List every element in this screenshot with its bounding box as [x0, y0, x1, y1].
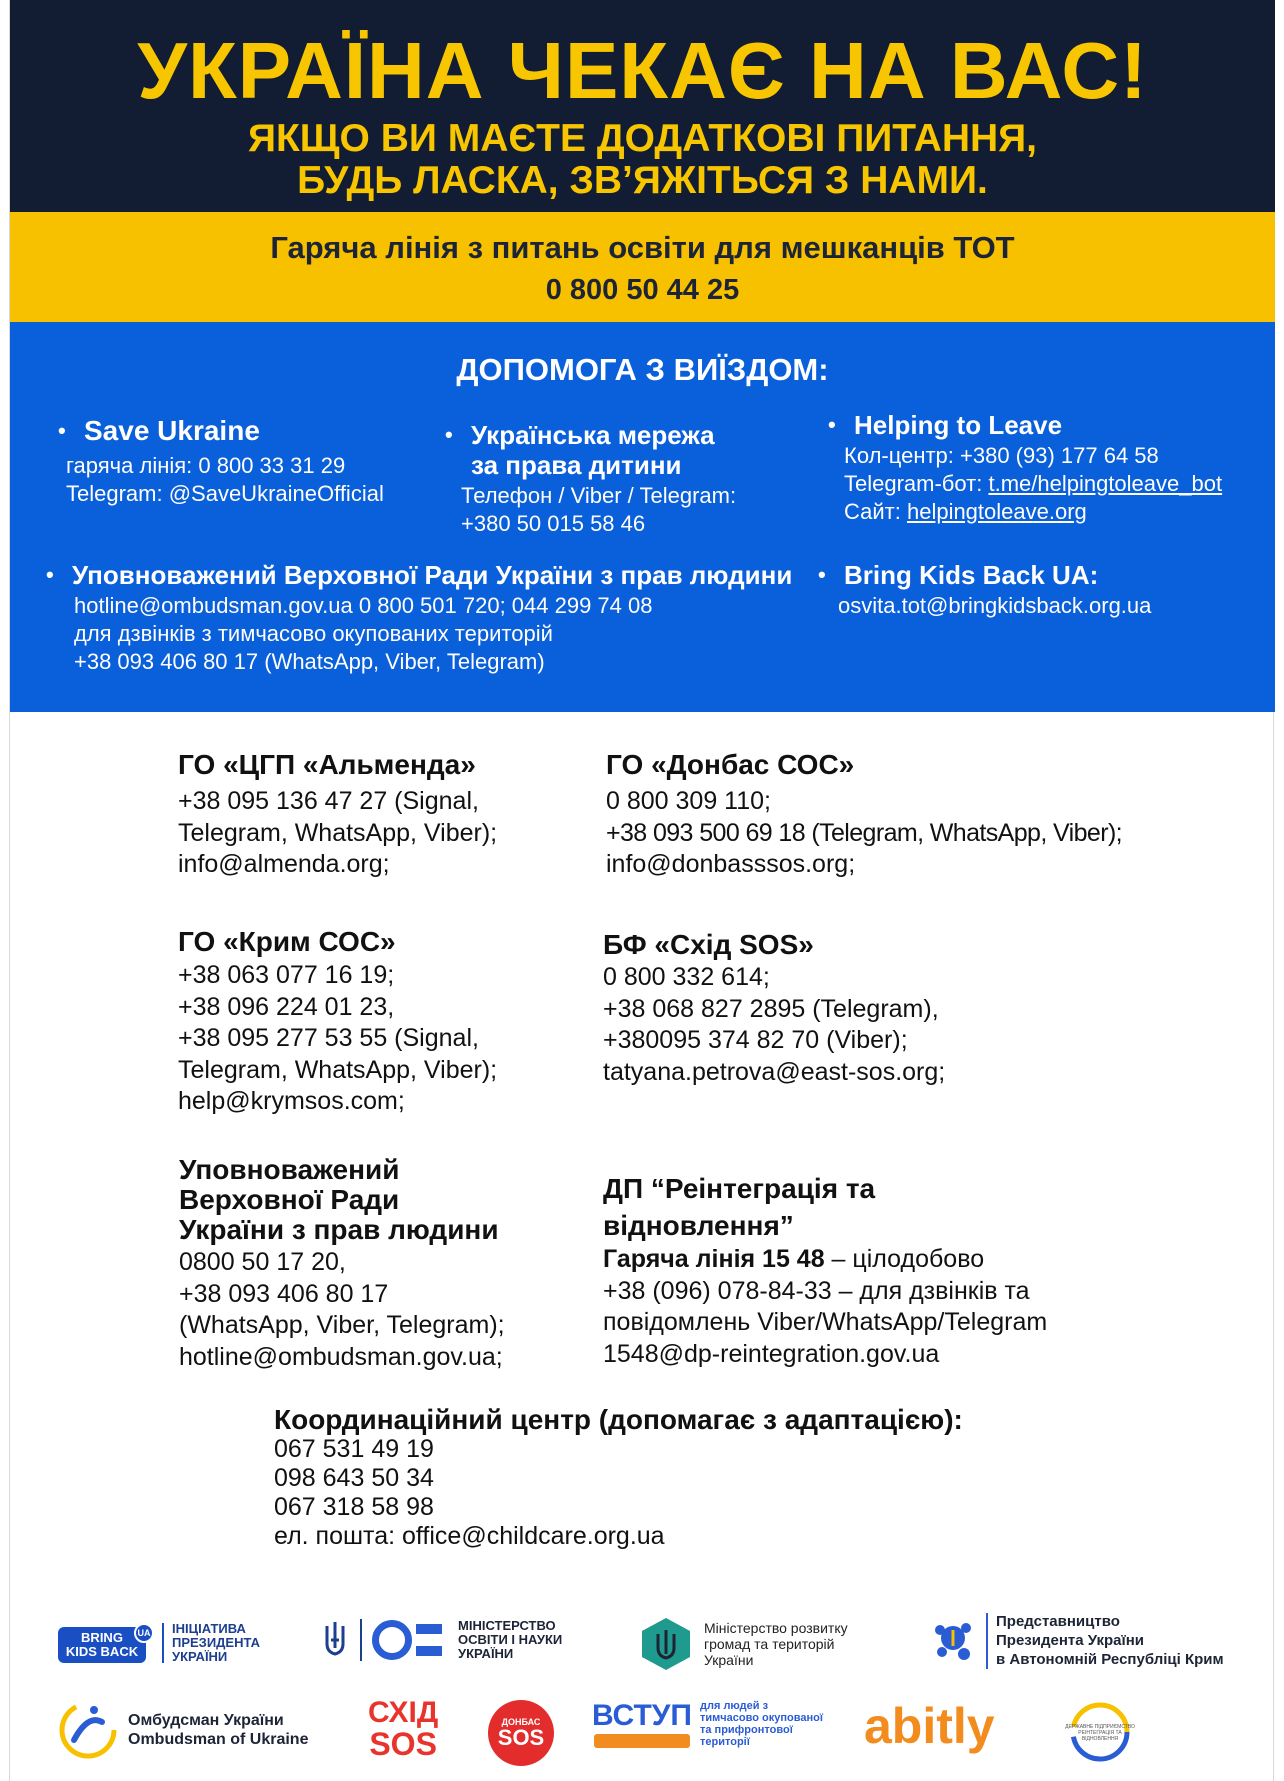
- president-initiative: ІНІЦІАТИВА ПРЕЗИДЕНТА УКРАЇНИ: [172, 1621, 261, 1664]
- contact-coordination-center: [274, 1405, 963, 1551]
- contact-title: відновлення”: [603, 1210, 794, 1241]
- org-name: Helping to Leave: [854, 410, 1063, 440]
- badge-text: KIDS BACK: [65, 1644, 139, 1659]
- org-website: [844, 498, 1222, 526]
- hotline-bold: Гаряча лінія 15 48: [603, 1245, 825, 1273]
- contact-line[interactable]: ел. пошта: office@childcare.org.ua: [274, 1522, 665, 1550]
- contact-line[interactable]: +380095 374 82 70 (Viber);: [603, 1026, 908, 1054]
- org-phone[interactable]: гаряча лінія: 0 800 33 31 29: [66, 453, 346, 478]
- hero-subtitle: [10, 118, 1275, 202]
- skhid-text: СХІД: [368, 1696, 439, 1729]
- contact-ombudsman: [179, 1155, 505, 1373]
- logo-ombudsman: [58, 1700, 308, 1760]
- contact-line[interactable]: +38 068 827 2895 (Telegram),: [603, 994, 939, 1023]
- mindev-label: Міністерство розвитку громад та територій України: [704, 1620, 848, 1668]
- logo-ministry-education: [320, 1618, 562, 1662]
- contact-line[interactable]: help@krymsos.com;: [178, 1087, 405, 1115]
- org-name: Save Ukraine: [84, 415, 260, 446]
- label: Сайт:: [844, 499, 907, 524]
- bullet-icon: •: [58, 418, 66, 443]
- logo-crimea-representation: [928, 1612, 1224, 1669]
- logo-dp-reintegration: [1065, 1700, 1135, 1764]
- contact-line[interactable]: 098 643 50 34: [274, 1464, 434, 1492]
- contact-line: повідомлень Viber/WhatsApp/Telegram: [603, 1308, 1048, 1336]
- org-bring-kids-back: [818, 560, 1151, 620]
- contact-line[interactable]: +38 063 077 16 19;: [178, 961, 395, 989]
- logo-ministry-development: [638, 1616, 848, 1672]
- vstup-note: для людей з тимчасово окупованої та прифронтової території: [700, 1700, 823, 1748]
- contact-line[interactable]: +38 096 224 01 23,: [178, 992, 395, 1021]
- contact-line: Telegram, WhatsApp, Viber);: [178, 1055, 498, 1084]
- telegram-bot-link[interactable]: t.me/helpingtoleave_bot: [988, 471, 1223, 496]
- org-contact-label: Телефон / Viber / Telegram:: [461, 483, 737, 508]
- contact-reintegration: [603, 1170, 1047, 1370]
- contact-krym-sos: [178, 927, 497, 1118]
- bring-kids-back-logo: [58, 1623, 154, 1663]
- org-name: Українська мережа: [471, 420, 715, 450]
- org-save-ukraine: [58, 416, 384, 508]
- contact-line: (WhatsApp, Viber, Telegram);: [179, 1311, 505, 1339]
- org-name: Уповноважений Верховної Ради України з прав людини: [72, 560, 793, 590]
- org-telegram[interactable]: Telegram: @SaveUkraineOfficial: [66, 481, 384, 506]
- contact-title: ДП “Реінтеграція та: [603, 1173, 876, 1204]
- contact-line[interactable]: 1548@dp-reintegration.gov.ua: [603, 1339, 940, 1368]
- website-link[interactable]: helpingtoleave.org: [906, 499, 1087, 524]
- contact-line[interactable]: info@almenda.org;: [178, 850, 390, 878]
- contact-donbas-sos: [606, 750, 1122, 881]
- mon-label: МІНІСТЕРСТВО ОСВІТИ І НАУКИ УКРАЇНИ: [458, 1618, 563, 1661]
- contact-line[interactable]: 0800 50 17 20,: [179, 1248, 346, 1276]
- logo-abitly: [864, 1698, 995, 1754]
- ua-badge: UA: [134, 1623, 154, 1643]
- education-hotline-band: [10, 212, 1275, 322]
- mon-bars-icon: [416, 1620, 442, 1660]
- logo-vstup: [592, 1700, 823, 1748]
- trident-icon: [320, 1618, 350, 1662]
- contact-almenda: [178, 750, 497, 881]
- org-phone[interactable]: +38 093 406 80 17 (WhatsApp, Viber, Telegram): [74, 649, 545, 674]
- contact-title: БФ «Схід SOS»: [603, 929, 814, 960]
- exit-help-title: ДОПОМОГА З ВИЇЗДОМ:: [456, 352, 829, 387]
- badge-text: BRING: [81, 1630, 123, 1645]
- contact-line[interactable]: +38 093 406 80 17: [179, 1279, 389, 1308]
- org-phone[interactable]: +380 50 015 58 46: [461, 511, 646, 536]
- hero-subtitle-line: ЯКЩО ВИ МАЄТЕ ДОДАТКОВІ ПИТАННЯ,: [247, 117, 1038, 160]
- contact-line[interactable]: hotline@ombudsman.gov.ua;: [179, 1342, 503, 1371]
- contact-line[interactable]: +38 095 136 47 27 (Signal,: [178, 787, 479, 815]
- org-ombudsman: [46, 560, 792, 676]
- hexagon-trident-icon: [638, 1616, 694, 1672]
- contact-title: України з прав людини: [179, 1214, 499, 1245]
- org-name: Bring Kids Back UA:: [844, 560, 1099, 590]
- logo-donbas-sos: ДОНБАС SOS: [488, 1700, 554, 1766]
- bullet-icon: •: [46, 562, 54, 587]
- page-title: УКРАЇНА ЧЕКАЄ НА ВАС!: [137, 26, 1148, 115]
- contact-title: ГО «Донбас СОС»: [606, 749, 855, 780]
- contact-line[interactable]: +38 (096) 078-84-33 – для дзвінків та: [603, 1276, 1030, 1305]
- bullet-icon: •: [818, 562, 826, 587]
- label: Telegram-бот:: [844, 471, 989, 496]
- contact-line[interactable]: +38 095 277 53 55 (Signal,: [178, 1024, 479, 1052]
- contact-title: Уповноважений: [179, 1154, 400, 1185]
- contact-line[interactable]: 067 531 49 19: [274, 1435, 434, 1463]
- vstup-bar-icon: [594, 1734, 690, 1748]
- mon-circle-icon: [372, 1620, 412, 1660]
- contact-hotline[interactable]: [603, 1244, 1047, 1276]
- ombudsman-label: Омбудсман України Ombudsman of Ukraine: [128, 1712, 309, 1748]
- reintegration-label: ДЕРЖАВНЕ ПІДПРИЄМСТВО РЕІНТЕГРАЦІЯ ТА ВІДНОВЛЕННЯ: [1065, 1724, 1135, 1742]
- org-telegram-bot: [844, 470, 1222, 498]
- hero-subtitle-line: БУДЬ ЛАСКА, ЗВ’ЯЖІТЬСЯ З НАМИ.: [297, 159, 988, 202]
- contact-line[interactable]: +38 093 500 69 18 (Telegram, WhatsApp, Viber);: [606, 818, 1123, 847]
- org-email[interactable]: osvita.tot@bringkidsback.org.ua: [838, 593, 1152, 618]
- contact-line[interactable]: 067 318 58 98: [274, 1493, 434, 1521]
- abitly-text: abitly: [864, 1698, 995, 1754]
- org-note: для дзвінків з тимчасово окупованих територій: [74, 621, 553, 646]
- hotline-rest: – цілодобово: [824, 1245, 985, 1273]
- org-name: за права дитини: [471, 450, 682, 480]
- sos-text: SOS: [369, 1726, 437, 1762]
- vstup-text: ВСТУП: [592, 1699, 692, 1732]
- contact-line[interactable]: info@donbasssos.org;: [606, 850, 856, 878]
- org-helping-to-leave: [828, 410, 1222, 526]
- contact-title: Верховної Ради: [179, 1184, 400, 1215]
- contact-title: Координаційний центр (допомагає з адаптацією):: [274, 1404, 963, 1435]
- contact-skhid-sos: [603, 930, 945, 1088]
- bullet-icon: •: [445, 422, 453, 447]
- hotline-phone[interactable]: 0 800 50 44 25: [545, 274, 740, 306]
- org-phone[interactable]: Кол-центр: +380 (93) 177 64 58: [844, 443, 1159, 468]
- exit-help-section: [10, 322, 1275, 712]
- logo-bring-kids-back: [58, 1622, 260, 1664]
- contact-line[interactable]: 0 800 332 614;: [603, 963, 770, 991]
- contact-title: ГО «Крим СОС»: [178, 926, 396, 957]
- hotline-label: Гаряча лінія з питань освіти для мешканців ТОТ: [270, 230, 1015, 265]
- org-contacts[interactable]: hotline@ombudsman.gov.ua 0 800 501 720; 044 299 74 08: [74, 593, 653, 618]
- flyer-page: [9, 0, 1274, 1781]
- contact-line[interactable]: tatyana.petrova@east-sos.org;: [603, 1057, 946, 1086]
- hero-banner: [10, 0, 1275, 212]
- org-child-rights-network: [445, 420, 736, 538]
- crimea-label: Представництво Президента України в Автономній Республіці Крим: [996, 1613, 1224, 1668]
- contact-title: ГО «ЦГП «Альменда»: [178, 749, 476, 780]
- bullet-icon: •: [828, 412, 836, 437]
- logo-skhid-sos: [368, 1698, 438, 1760]
- contact-line[interactable]: 0 800 309 110;: [606, 787, 771, 815]
- contact-line: Telegram, WhatsApp, Viber);: [178, 818, 498, 847]
- crimea-emblem-icon: [928, 1616, 978, 1666]
- ombudsman-emblem-icon: [58, 1700, 118, 1760]
